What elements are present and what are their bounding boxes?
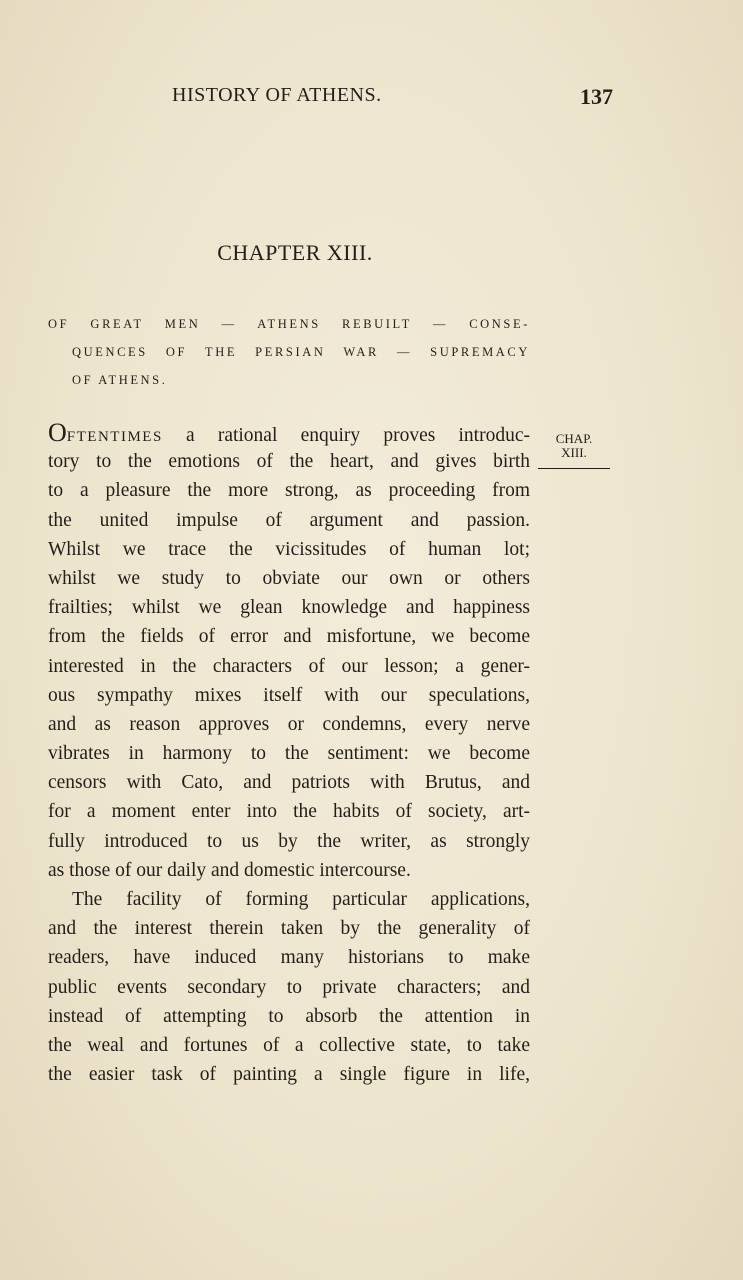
paragraph-1-line: as those of our daily and domestic intercourse. [48,859,411,881]
drop-cap: O [48,418,67,447]
margin-note-chap: CHAP. [555,431,593,446]
paragraph-2-line: The facility of forming particular applications, [72,889,530,910]
argument-line: OF ATHENS. [72,373,168,387]
paragraph-1-line: frailties; whilst we glean knowledge and happiness [48,597,530,619]
paragraph-2-line: instead of attempting to absorb the attention in [48,1005,530,1027]
paragraph-1-line [48,418,530,447]
paragraph-1-line: for a moment enter into the habits of society, art- [48,801,530,823]
opening-smallcaps: FTENTIMES [66,429,163,445]
page-number: 137 [580,84,613,109]
paragraph-2-line: readers, have induced many historians to make [48,947,530,969]
margin-rule [538,468,610,469]
paragraph-1-line: to a pleasure the more strong, as proceeding from [48,480,530,502]
running-head: HISTORY OF ATHENS. [172,84,382,106]
paragraph-2-line: the easier task of painting a single figure in life, [48,1064,530,1086]
argument-line: QUENCES OF THE PERSIAN WAR — SUPREMACY [72,345,530,359]
paragraph-1-line: whilst we study to obviate our own or others [48,567,530,589]
chapter-title: CHAPTER XIII. [217,240,373,265]
chapter-argument [48,310,530,394]
paragraph-1-line: ous sympathy mixes itself with our speculations, [48,684,530,706]
paragraph-1-line: the united impulse of argument and passion. [48,509,530,531]
paragraph-1-line: vibrates in harmony to the sentiment: we become [48,743,530,765]
paragraph-1-line: tory to the emotions of the heart, and gives birth [48,451,530,473]
paragraph-1-line: and as reason approves or condemns, every nerve [48,713,530,735]
body-text [48,418,530,1089]
paragraph-1-line: Whilst we trace the vicissitudes of human lot; [48,538,530,560]
paragraph-1-line: from the fields of error and misfortune, we become [48,626,530,648]
paragraph-2-line: public events secondary to private characters; and [48,976,530,998]
paragraph-1-line: censors with Cato, and patriots with Brutus, and [48,772,530,794]
margin-note-number: XIII. [561,445,587,460]
paragraph-1-line: interested in the characters of our lesson; a gener- [48,655,530,677]
margin-note [538,432,610,469]
argument-line: OF GREAT MEN — ATHENS REBUILT — CONSE- [48,317,530,331]
paragraph-2-line: the weal and fortunes of a collective state, to take [48,1034,530,1056]
first-line-rest: a rational enquiry proves introduc- [162,425,530,446]
paragraph-2-line: and the interest therein taken by the generality of [48,918,530,940]
paragraph-1-line: fully introduced to us by the writer, as strongly [48,830,530,852]
